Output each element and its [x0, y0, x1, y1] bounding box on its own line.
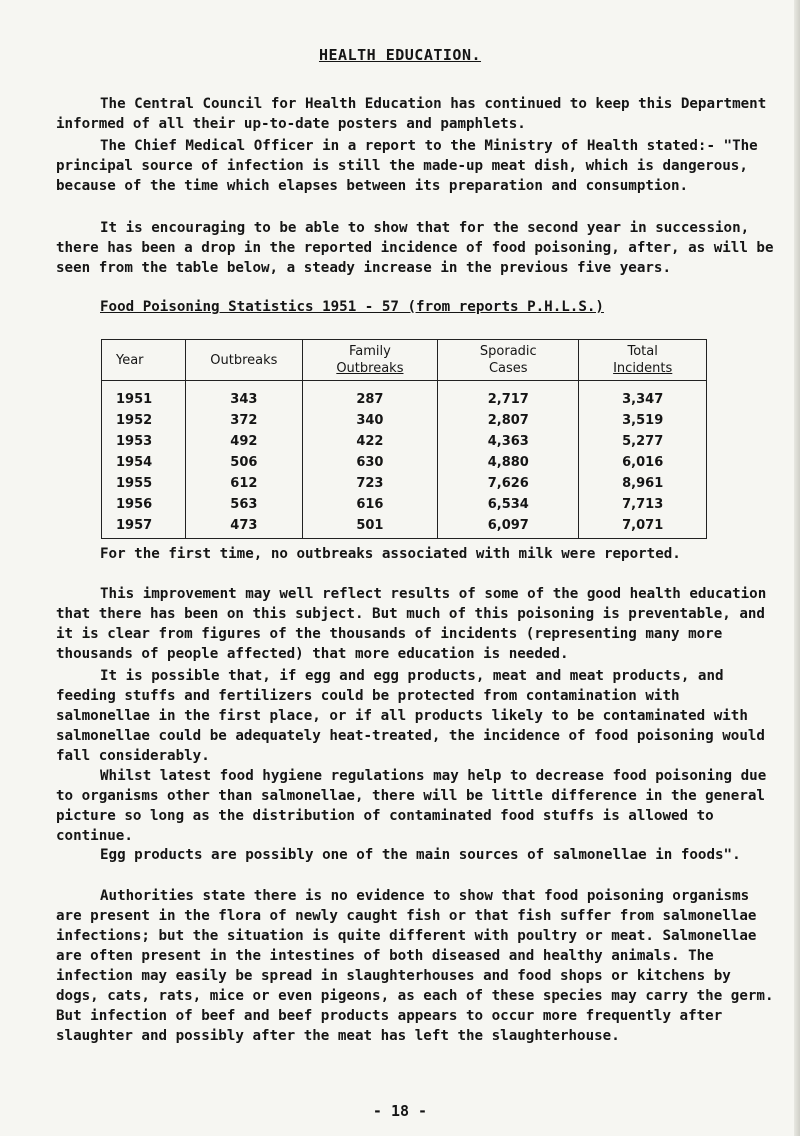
- page-heading: HEALTH EDUCATION.: [318, 46, 482, 64]
- cell-outbreaks: 506: [186, 452, 303, 473]
- table-header-row: [102, 340, 707, 381]
- header-sporadic-cases: Sporadic Cases: [438, 340, 579, 381]
- paragraph-encouraging: It is encouraging to be able to show that for the second year in succession, there has been a drop in the reported incidence of food poisoning, after, as will be seen from the table below, a steady increase in the previous five years.: [56, 220, 774, 276]
- header-family-outbreaks: Family Outbreaks: [302, 340, 438, 381]
- cell-family: 422: [302, 431, 438, 452]
- cell-family: 340: [302, 410, 438, 431]
- cell-year: 1957: [102, 515, 186, 539]
- table-row: [102, 381, 707, 411]
- table-row: [102, 431, 707, 452]
- header-total-incidents: Total Incidents: [579, 340, 707, 381]
- cell-sporadic: 4,363: [438, 431, 579, 452]
- table-row: [102, 410, 707, 431]
- cell-year: 1951: [102, 381, 186, 411]
- cell-total: 6,016: [579, 452, 707, 473]
- cell-family: 723: [302, 473, 438, 494]
- cell-outbreaks: 343: [186, 381, 303, 411]
- cell-family: 287: [302, 381, 438, 411]
- cell-sporadic: 2,807: [438, 410, 579, 431]
- cell-outbreaks: 563: [186, 494, 303, 515]
- cell-sporadic: 4,880: [438, 452, 579, 473]
- cell-year: 1955: [102, 473, 186, 494]
- cell-sporadic: 7,626: [438, 473, 579, 494]
- cell-outbreaks: 473: [186, 515, 303, 539]
- cell-total: 5,277: [579, 431, 707, 452]
- cell-total: 8,961: [579, 473, 707, 494]
- table-row: [102, 452, 707, 473]
- cell-year: 1952: [102, 410, 186, 431]
- cell-year: 1954: [102, 452, 186, 473]
- cell-family: 501: [302, 515, 438, 539]
- cell-year: 1953: [102, 431, 186, 452]
- cell-outbreaks: 612: [186, 473, 303, 494]
- paragraph-improvement: This improvement may well reflect results of some of the good health education that there has been on this subject. But much of this poisoning is preventable, and it is clear from figures of the thousands of incidents (representing many more thousands of people affected) that more education is needed.: [56, 586, 767, 662]
- cell-sporadic: 6,097: [438, 515, 579, 539]
- paragraph-chief-medical-officer: The Chief Medical Officer in a report to the Ministry of Health stated:- "The principal source of infection is still the made-up meat dish, which is dangerous, because of the time which elapses between its preparation and consumption.: [56, 138, 758, 194]
- cell-outbreaks: 372: [186, 410, 303, 431]
- paragraph-egg-meat-products: It is possible that, if egg and egg products, meat and meat products, and feeding stuffs and fertilizers could be protected from contamination with salmonellae in the first place, or if all products likely to be contaminated with salmonellae could be adequately heat-treated, the incidence of food poisoning would fall considerably.: [56, 668, 765, 764]
- table-row: [102, 494, 707, 515]
- cell-outbreaks: 492: [186, 431, 303, 452]
- paragraph-central-council: The Central Council for Health Education has continued to keep this Department informed of all their up-to-date posters and pamphlets.: [56, 96, 767, 132]
- cell-year: 1956: [102, 494, 186, 515]
- cell-sporadic: 6,534: [438, 494, 579, 515]
- table-row: [102, 473, 707, 494]
- header-outbreaks: Outbreaks: [186, 340, 303, 381]
- paragraph-hygiene-regulations: Whilst latest food hygiene regulations may help to decrease food poisoning due to organisms other than salmonellae, there will be little difference in the general picture so long as the distribution of contaminated food stuffs is allowed to continue.: [56, 768, 767, 844]
- table-row: [102, 515, 707, 539]
- cell-family: 616: [302, 494, 438, 515]
- cell-sporadic: 2,717: [438, 381, 579, 411]
- cell-family: 630: [302, 452, 438, 473]
- cell-total: 3,519: [579, 410, 707, 431]
- food-poisoning-table: [101, 339, 707, 539]
- cell-total: 7,071: [579, 515, 707, 539]
- paragraph-milk: For the first time, no outbreaks associated with milk were reported.: [100, 546, 681, 562]
- page-number: - 18 -: [372, 1102, 428, 1120]
- paragraph-authorities: Authorities state there is no evidence to show that food poisoning organisms are present in the flora of newly caught fish or that fish suffer from salmonellae infections; but the situation is quite different with poultry or meat. Salmonellae are often present in the intestines of both diseased and healthy animals. The infection may easily be spread in slaughterhouses and food shops or kitchens by dogs, cats, rats, mice or even pigeons, as each of these species may carry the germ. But infection of beef and beef products appears to occur more frequently after slaughter and possibly after the meat has left the slaughterhouse.: [56, 888, 774, 1044]
- cell-total: 3,347: [579, 381, 707, 411]
- table-title: Food Poisoning Statistics 1951 - 57 (from reports P.H.L.S.): [100, 299, 604, 315]
- page-edge-shadow: [794, 0, 800, 1136]
- paragraph-egg-sources: Egg products are possibly one of the main sources of salmonellae in foods".: [100, 847, 741, 863]
- cell-total: 7,713: [579, 494, 707, 515]
- header-year: Year: [102, 340, 186, 381]
